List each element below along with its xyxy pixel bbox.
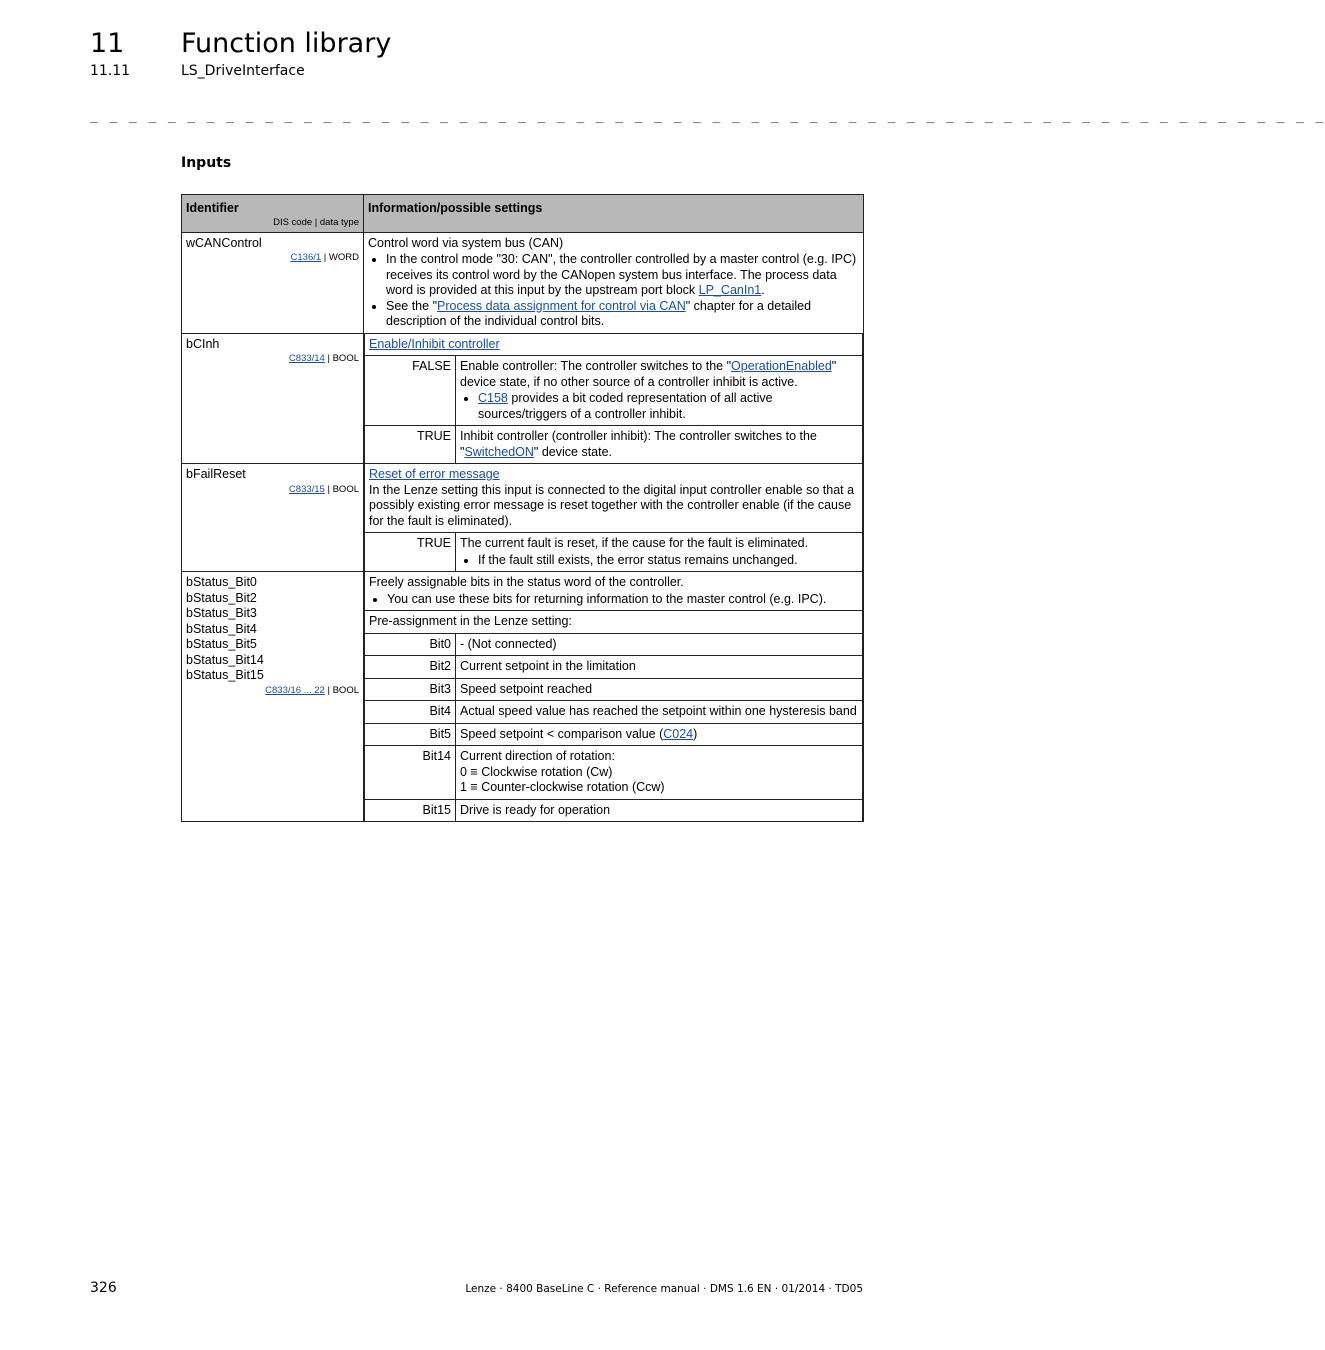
switched-on-link[interactable]: SwitchedON bbox=[464, 444, 534, 459]
table-header-row bbox=[182, 195, 864, 233]
value-desc bbox=[456, 356, 863, 426]
dis-code-link[interactable]: C833/15 bbox=[288, 483, 325, 495]
identifier-header bbox=[182, 195, 364, 233]
identifier-cell bbox=[182, 333, 364, 464]
value-desc bbox=[456, 533, 863, 572]
table-row bbox=[182, 232, 864, 333]
process-data-link[interactable]: Process data assignment for control via CAN bbox=[437, 298, 686, 313]
bullet-text: See the " bbox=[386, 298, 438, 313]
info-cell bbox=[364, 232, 864, 333]
dis-code-link[interactable]: C833/16 ... 22 bbox=[265, 684, 325, 696]
lp-canin1-link[interactable]: LP_CanIn1 bbox=[698, 283, 762, 297]
bullet-end: " chapter for a detailed description of the individual control bits. bbox=[386, 298, 812, 328]
c024-link[interactable]: C024 bbox=[663, 726, 694, 741]
value-text: ) bbox=[693, 726, 698, 741]
identifier-name: bStatus_Bit4 bbox=[186, 621, 257, 636]
value-bullets bbox=[460, 391, 858, 422]
value-text: In the Lenze setting this input is connected to the digital input controller enable so that a possibly existing error message is reset together with the controller enable (if the cause for the fault is eliminated). bbox=[369, 482, 855, 528]
identifier-name: bFailReset bbox=[186, 467, 246, 481]
bullet-item: • You can use these bits for returning information to the master control (e.g. IPC). bbox=[387, 592, 858, 608]
value-desc: - (Not connected) bbox=[456, 633, 863, 656]
identifier-name: wCANControl bbox=[186, 235, 262, 250]
value-row bbox=[365, 426, 863, 464]
bullet-end: . bbox=[761, 283, 765, 297]
value-text: The current fault is reset, if the cause for the fault is eliminated. bbox=[460, 536, 809, 550]
value-desc bbox=[456, 426, 863, 464]
inputs-table bbox=[181, 194, 864, 822]
dis-code bbox=[186, 684, 359, 698]
footer-doc-info: Lenze · 8400 BaseLine C · Reference manual · DMS 1.6 EN · 01/2014 · TD05 bbox=[465, 1283, 863, 1295]
value-table bbox=[364, 572, 863, 821]
dis-code bbox=[186, 251, 359, 265]
value-text: Enable controller: The controller switches to the " bbox=[460, 359, 732, 373]
value-row bbox=[365, 656, 863, 679]
value-text: Inhibit controller (controller inhibit): The controller switches to the " bbox=[460, 429, 817, 459]
value-key: Bit4 bbox=[365, 701, 456, 724]
value-text: 0 ≡ Clockwise rotation (Cw) bbox=[460, 764, 613, 779]
identifier-cell bbox=[182, 232, 364, 333]
bullet-item bbox=[478, 391, 858, 422]
identifier-cell bbox=[182, 464, 364, 572]
identifier-name: bStatus_Bit2 bbox=[186, 590, 257, 605]
value-heading bbox=[365, 572, 863, 611]
value-row bbox=[365, 533, 863, 572]
header-divider: _ _ _ _ _ _ _ _ _ _ _ _ _ _ _ _ _ _ _ _ _ _ _ _ _ _ _ _ _ _ _ _ _ _ _ _ _ _ _ _ _ _ _ _ _ _ _ _ _ _ _ _ _ _ _ _ _ _ _ _ _ _ _ _ bbox=[90, 109, 1325, 124]
identifier-name: bCInh bbox=[186, 336, 220, 351]
section-number: 11.11 bbox=[90, 63, 131, 79]
info-intro: Control word via system bus (CAN) bbox=[368, 235, 564, 250]
info-cell bbox=[364, 464, 864, 572]
data-type: | BOOL bbox=[324, 684, 359, 696]
value-key: TRUE bbox=[365, 426, 456, 464]
value-key: Bit15 bbox=[365, 799, 456, 821]
page-number: 326 bbox=[90, 1280, 117, 1296]
identifier-name: bStatus_Bit15 bbox=[186, 668, 264, 682]
value-text: Freely assignable bits in the status word of the controller. bbox=[369, 575, 684, 589]
value-bullets bbox=[460, 553, 858, 569]
dis-code bbox=[186, 352, 359, 366]
operation-enabled-link[interactable]: OperationEnabled bbox=[731, 359, 832, 373]
value-text: " device state, if no other source of a controller inhibit is active. bbox=[460, 359, 837, 389]
info-cell bbox=[364, 572, 864, 822]
table-row bbox=[182, 572, 864, 822]
identifier-cell bbox=[182, 572, 364, 822]
value-heading bbox=[365, 464, 863, 533]
chapter-number: 11 bbox=[90, 28, 125, 59]
value-table bbox=[364, 464, 863, 571]
bullet-item: • If the fault still exists, the error status remains unchanged. bbox=[478, 553, 858, 569]
value-row bbox=[365, 356, 863, 426]
value-key: Bit3 bbox=[365, 678, 456, 701]
table-row bbox=[182, 464, 864, 572]
reset-error-link[interactable]: Reset of error message bbox=[369, 467, 500, 481]
enable-inhibit-link[interactable]: Enable/Inhibit controller bbox=[369, 336, 500, 351]
value-bullets bbox=[369, 592, 858, 608]
value-row bbox=[365, 799, 863, 821]
value-desc: Current setpoint in the limitation bbox=[456, 656, 863, 679]
identifier-name: bStatus_Bit0 bbox=[186, 575, 257, 589]
identifier-name: bStatus_Bit5 bbox=[186, 637, 257, 651]
value-text: 1 ≡ Counter-clockwise rotation (Ccw) bbox=[460, 780, 665, 794]
bullet-text: In the control mode "30: CAN", the controller controlled by a master control (e.g. IPC) receives its control word by the CANopen system bus interface. The process data word is provided at this input by the upstream port block bbox=[386, 252, 857, 297]
identifier-subheader: DIS code | data type bbox=[273, 216, 359, 228]
value-key: Bit5 bbox=[365, 723, 456, 746]
table-row bbox=[182, 333, 864, 464]
value-row bbox=[365, 572, 863, 611]
dis-code bbox=[186, 483, 359, 497]
info-cell bbox=[364, 333, 864, 464]
identifier-name: bStatus_Bit3 bbox=[186, 606, 257, 620]
value-desc: Speed setpoint reached bbox=[456, 678, 863, 701]
inputs-heading: Inputs bbox=[181, 155, 232, 171]
preassignment-label: Pre-assignment in the Lenze setting: bbox=[365, 611, 863, 634]
value-text: Speed setpoint < comparison value ( bbox=[460, 726, 664, 741]
chapter-title: Function library bbox=[181, 28, 392, 59]
bullet-item bbox=[386, 299, 859, 330]
value-row bbox=[365, 746, 863, 800]
value-row bbox=[365, 464, 863, 533]
c158-link[interactable]: C158 bbox=[478, 391, 508, 405]
data-type: | BOOL bbox=[324, 353, 359, 364]
bullet-item bbox=[386, 252, 859, 299]
value-row bbox=[365, 334, 863, 356]
info-header: Information/possible settings bbox=[364, 195, 864, 233]
value-text: " device state. bbox=[533, 444, 613, 459]
value-key: Bit14 bbox=[365, 746, 456, 800]
bullet-text: provides a bit coded representation of all active sources/triggers of a controller inhibit. bbox=[478, 391, 773, 421]
value-desc: Drive is ready for operation bbox=[456, 799, 863, 821]
value-row bbox=[365, 611, 863, 634]
value-row bbox=[365, 678, 863, 701]
dis-code-link[interactable]: C136/1 bbox=[290, 252, 322, 263]
value-key: FALSE bbox=[365, 356, 456, 426]
value-row bbox=[365, 633, 863, 656]
value-text: Current direction of rotation: bbox=[460, 749, 615, 763]
section-title: LS_DriveInterface bbox=[181, 63, 305, 79]
identifier-name: bStatus_Bit14 bbox=[186, 652, 264, 667]
value-row bbox=[365, 701, 863, 724]
data-type: | BOOL bbox=[324, 483, 359, 495]
value-desc bbox=[456, 746, 863, 800]
info-bullets bbox=[368, 252, 859, 330]
identifier-header-label: Identifier bbox=[186, 201, 239, 215]
value-desc bbox=[456, 723, 863, 746]
data-type: | WORD bbox=[321, 252, 359, 263]
value-key: Bit2 bbox=[365, 656, 456, 679]
value-key: Bit0 bbox=[365, 633, 456, 656]
value-desc: Actual speed value has reached the setpoint within one hysteresis band bbox=[456, 701, 863, 724]
value-row bbox=[365, 723, 863, 746]
value-key: TRUE bbox=[365, 533, 456, 572]
dis-code-link[interactable]: C833/14 bbox=[288, 353, 325, 364]
value-table bbox=[364, 334, 863, 464]
value-heading bbox=[365, 334, 863, 356]
